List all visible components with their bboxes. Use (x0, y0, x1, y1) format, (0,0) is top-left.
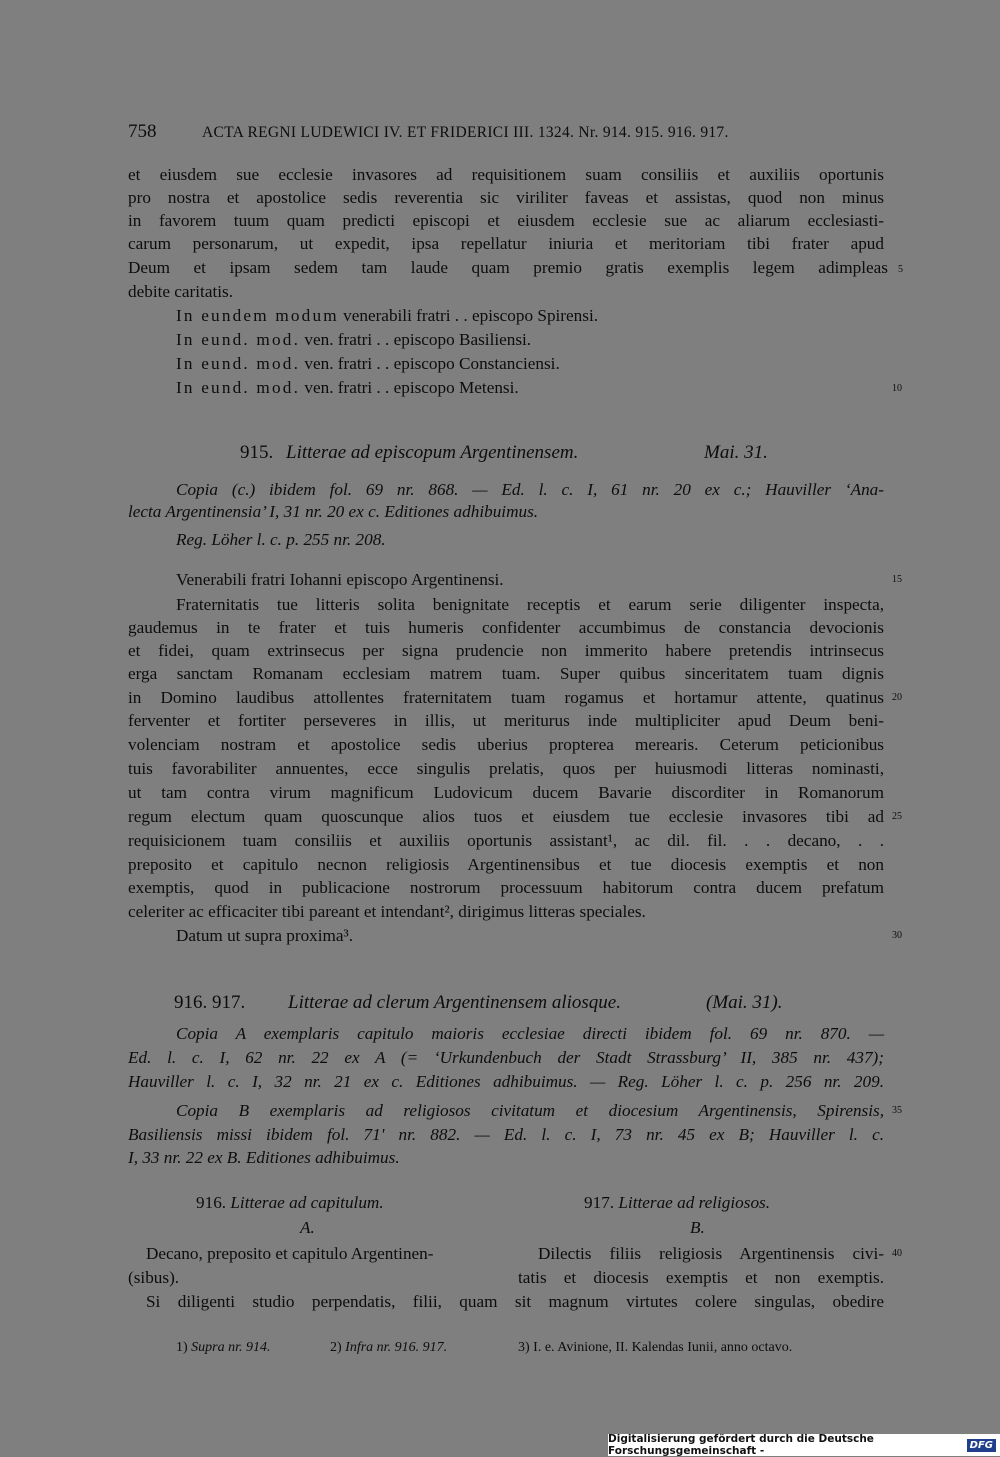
source-note: Basiliensis missi ibidem fol. 71' nr. 882. — Ed. l. c. I, 73 nr. 45 ex B; Hauviller l. c. (128, 1125, 884, 1144)
line-rest: ven. fratri . . episcopo Metensi. (300, 378, 519, 397)
page-number: 758 (128, 121, 157, 142)
text-line: tuis favorabiliter annuentes, ecce singulis prelatis, quos per huiusmodi litteras nominasti, (128, 759, 884, 778)
in-eundem-line (176, 304, 932, 327)
spaced-text: In eund. mod. (176, 378, 301, 397)
source-note: Copia B exemplaris ad religiosos civitatum et diocesium Argentinensis, Spirensis, (176, 1101, 884, 1120)
text-line: Si diligenti studio perpendatis, filii, quam sit magnum virtutes colere singulas, obedire (146, 1292, 884, 1311)
text-line: erga sanctam Romanam ecclesiam matrem tuam. Super quibus sinceritatem tuam dignis (128, 664, 884, 683)
column-title: Litterae ad religiosos. (618, 1193, 771, 1212)
margin-line-number: 5 (898, 264, 903, 275)
in-eundem-line (176, 352, 932, 375)
datum-line: Datum ut supra proxima³. (176, 926, 353, 945)
column-number: 917. (584, 1193, 615, 1212)
text-line: in Domino laudibus attollentes fraternitatem tuam rogamus et hortamur attente, quatinus (128, 688, 884, 707)
column-letter-right: B. (690, 1218, 705, 1237)
source-note: I, 33 nr. 22 ex B. Editiones adhibuimus. (128, 1148, 400, 1167)
line-rest: venerabili fratri . . episcopo Spirensi. (338, 306, 599, 325)
margin-line-number: 35 (892, 1105, 902, 1116)
section-title: Litterae ad episcopum Argentinensem. (286, 442, 579, 463)
source-note: Copia (c.) ibidem fol. 69 nr. 868. — Ed. l. c. I, 61 nr. 20 ex c.; Hauviller ‘Ana- (176, 480, 884, 499)
text-line: volenciam nostram et apostolice sedis uberius propterea merearis. Ceterum peticionibus (128, 735, 884, 754)
text-line: debite caritatis. (128, 282, 233, 301)
footnote-number: 3) (518, 1340, 530, 1355)
margin-line-number: 15 (892, 574, 902, 585)
margin-line-number: 10 (892, 383, 902, 394)
text-line: celeriter ac efficaciter tibi pareant et intendant², dirigimus litteras speciales. (128, 902, 646, 921)
text-line: Fraternitatis tue litteris solita benignitate receptis et earum serie diligenter inspecta, (176, 595, 884, 614)
source-note: Hauviller l. c. I, 32 nr. 21 ex c. Editiones adhibuimus. — Reg. Löher l. c. p. 256 nr. 209. (128, 1072, 884, 1091)
footnote (330, 1338, 447, 1358)
margin-line-number: 40 (892, 1248, 902, 1259)
text-line: et eiusdem sue ecclesie invasores ad requisitionem suam consiliis et auxiliis oportunis (128, 165, 884, 184)
text-line: Deum et ipsam sedem tam laude quam premio gratis exemplis legem adimpleas (128, 258, 888, 277)
section-number: 916. 917. (174, 992, 246, 1013)
in-eundem-line (176, 376, 932, 399)
text-line: regum electum quam quoscunque alios tuos et eiusdem tue ecclesie invasores tibi ad (128, 807, 884, 826)
column-line-right: tatis et diocesis exemptis et non exemptis. (518, 1268, 884, 1287)
column-heading-left (196, 1191, 496, 1214)
footnote (176, 1338, 271, 1358)
source-note: lecta Argentinensia’ I, 31 nr. 20 ex c. Editiones adhibuimus. (128, 502, 539, 521)
source-note: Ed. l. c. I, 62 nr. 22 ex A (= ‘Urkundenbuch der Stadt Strassburg’ II, 385 nr. 437); (128, 1048, 884, 1067)
footnote-number: 1) (176, 1340, 188, 1355)
column-line-right: Dilectis filiis religiosis Argentinensis civi- (538, 1244, 884, 1263)
address-line: Venerabili fratri Iohanni episcopo Argentinensi. (176, 570, 504, 589)
running-title: ACTA REGNI LUDEWICI IV. ET FRIDERICI III. 1324. Nr. 914. 915. 916. 917. (202, 124, 729, 141)
section-title: Litterae ad clerum Argentinensem aliosque. (288, 992, 621, 1013)
margin-line-number: 30 (892, 930, 902, 941)
in-eundem-line (176, 328, 932, 351)
column-line-left: Decano, preposito et capitulo Argentinen- (146, 1244, 434, 1263)
section-number: 915. (240, 442, 274, 463)
text-line: preposito et capitulo necnon religiosis Argentinensibus et tue diocesis exemptis et non (128, 855, 884, 874)
footnote-text: Supra nr. 914. (191, 1340, 271, 1355)
text-line: et fidei, quam extrinsecus per signa prudencie non immerito habere pretendis intrinsecus (128, 641, 884, 660)
text-line: pro nostra et apostolice sedis reverentia sic viriliter faveas et assistas, quod non minus (128, 188, 884, 207)
spaced-text: In eundem modum (176, 306, 339, 325)
text-line: requisicionem tuam consiliis et auxiliis oportunis assistant¹, ac dil. fil. . . decano, . . (128, 831, 884, 850)
digitization-footer (608, 1434, 1000, 1456)
column-letter-left: A. (300, 1218, 315, 1237)
text-line: exemptis, quod in publicacione nostrorum processuum habitorum contra ducem prefatum (128, 878, 884, 897)
column-number: 916. (196, 1193, 227, 1212)
column-heading-right (584, 1191, 884, 1214)
margin-line-number: 20 (892, 692, 902, 703)
spaced-text: In eund. mod. (176, 354, 301, 373)
spaced-text: In eund. mod. (176, 330, 301, 349)
text-line: carum personarum, ut expedit, ipsa repellatur iniuria et meritoriam tibi frater apud (128, 234, 884, 253)
footnote (518, 1338, 792, 1358)
column-title: Litterae ad capitulum. (230, 1193, 384, 1212)
column-line-left: (sibus). (128, 1268, 180, 1287)
footnote-text: I. e. Avinione, II. Kalendas Iunii, anno octavo. (533, 1340, 793, 1355)
section-date: Mai. 31. (704, 442, 768, 463)
margin-line-number: 25 (892, 811, 902, 822)
footer-text: Digitalisierung gefördert durch die Deutsche Forschungsgemeinschaft - (608, 1433, 874, 1457)
text-line: ut tam contra virum magnificum Ludovicum ducem Bavarie discorditer in Romanorum (128, 783, 884, 802)
footnote-number: 2) (330, 1340, 342, 1355)
section-date: (Mai. 31). (706, 992, 783, 1013)
dfg-logo-icon: DFG (967, 1439, 996, 1452)
text-line: in favorem tuum quam predicti episcopi et eiusdem ecclesie sue ac aliarum ecclesiasti- (128, 211, 884, 230)
text-line: ferventer et fortiter perseveres in illis, ut meriturus inde multipliciter apud Deum beni- (128, 711, 884, 730)
source-note: Reg. Löher l. c. p. 255 nr. 208. (176, 530, 386, 549)
line-rest: ven. fratri . . episcopo Constanciensi. (300, 354, 560, 373)
text-line: gaudemus in te frater et tuis humeris confidenter accumbimus de constancia devocionis (128, 618, 884, 637)
line-rest: ven. fratri . . episcopo Basiliensi. (300, 330, 532, 349)
footnote-text: Infra nr. 916. 917. (345, 1340, 448, 1355)
source-note: Copia A exemplaris capitulo maioris ecclesiae directi ibidem fol. 69 nr. 870. — (176, 1024, 884, 1043)
